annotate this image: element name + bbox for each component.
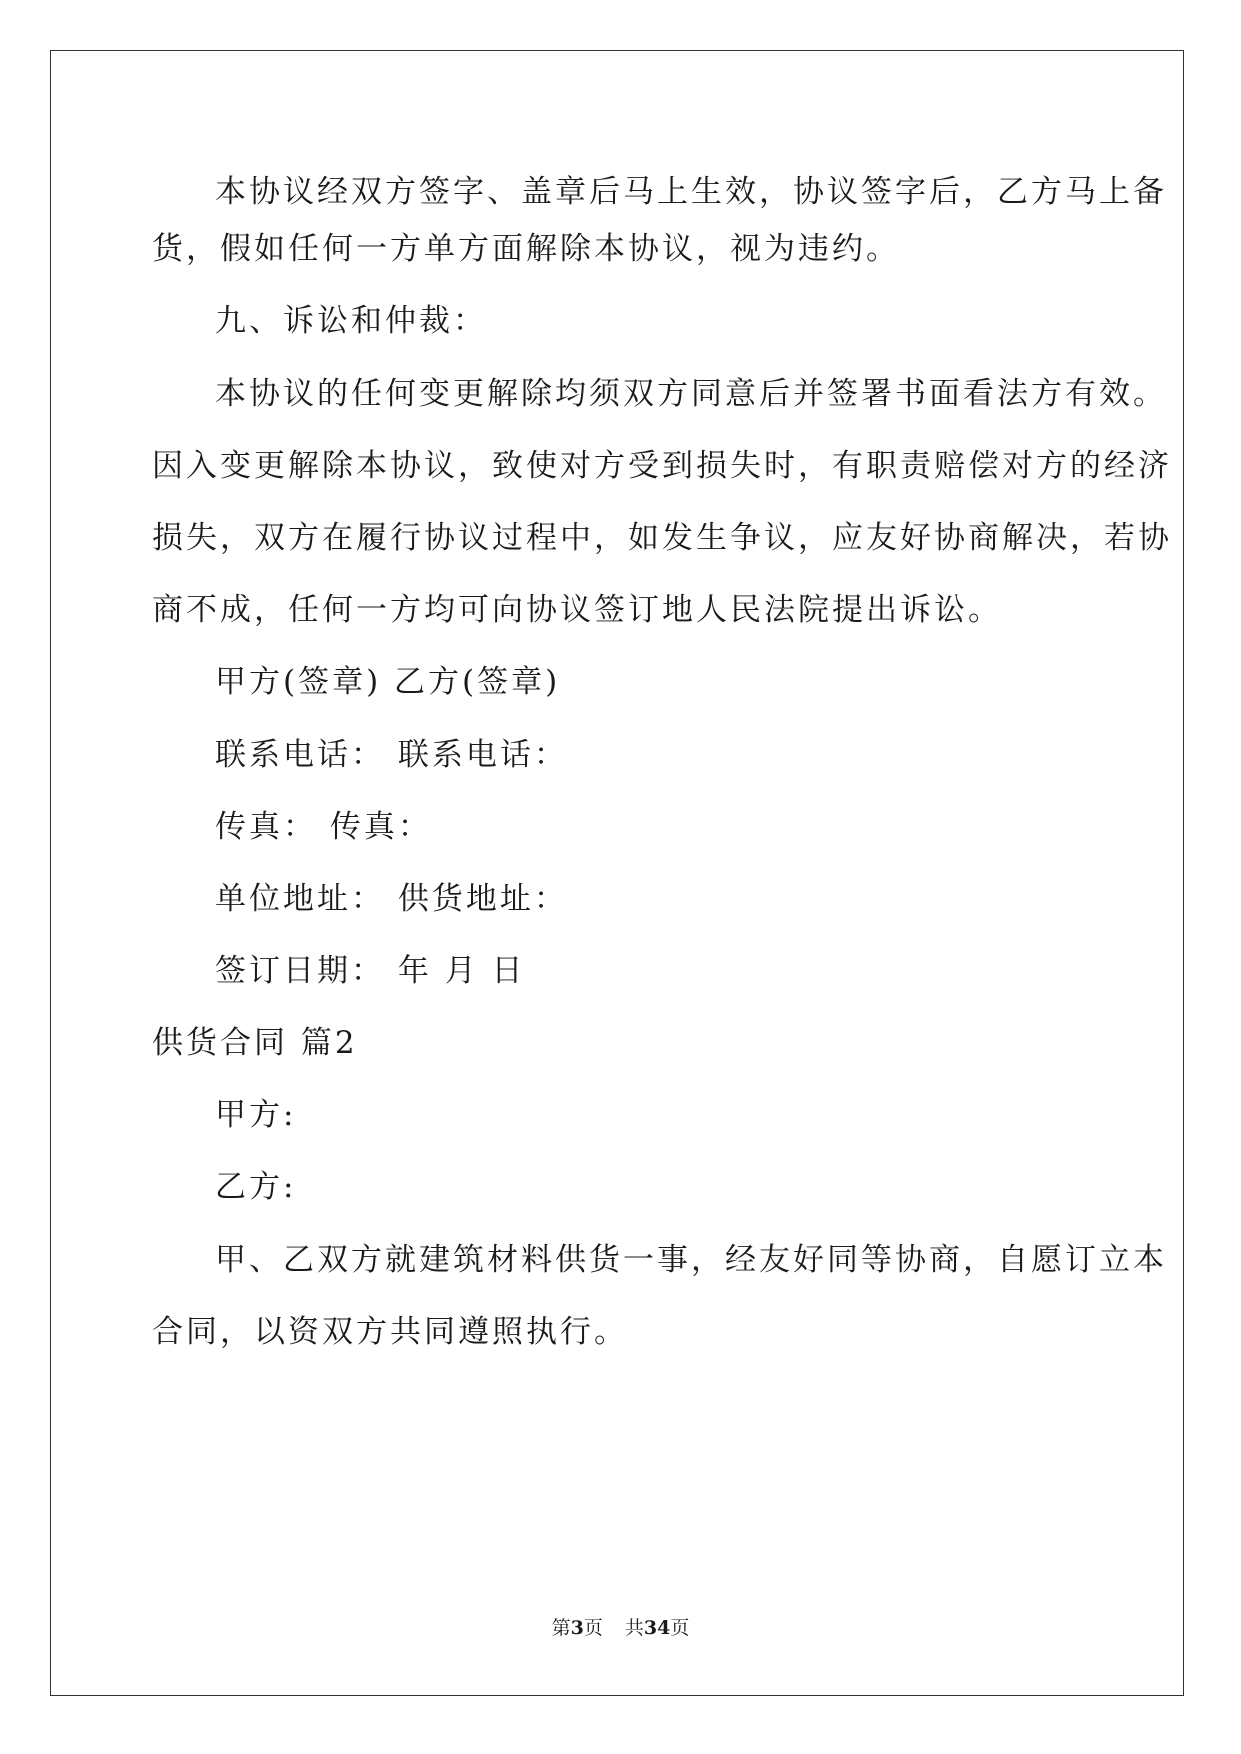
page-number: 3	[570, 1617, 584, 1639]
signing-date-line: 签订日期： 年 月 日	[215, 953, 526, 989]
signature-line: 甲方(签章) 乙方(签章)	[215, 664, 561, 700]
total-pages: 34	[643, 1617, 671, 1639]
page-footer	[0, 1616, 1241, 1640]
address-line: 单位地址： 供货地址：	[215, 881, 568, 917]
contact-phone-line: 联系电话： 联系电话：	[215, 737, 568, 773]
fax-line: 传真： 传真：	[215, 809, 432, 845]
paragraph-line: 因入变更解除本协议，致使对方受到损失时，有职责赔偿对方的经济	[152, 448, 1172, 484]
total-prefix: 共	[624, 1617, 644, 1639]
paragraph-line: 损失，双方在履行协议过程中，如发生争议，应友好协商解决，若协	[152, 520, 1172, 556]
section-heading: 九、诉讼和仲裁：	[215, 303, 487, 339]
contract-title: 供货合同 篇2	[152, 1025, 358, 1061]
paragraph-line: 本协议的任何变更解除均须双方同意后并签署书面看法方有效。	[215, 376, 1167, 412]
paragraph-line: 甲、乙双方就建筑材料供货一事，经友好同等协商，自愿订立本	[215, 1242, 1167, 1278]
total-suffix: 页	[670, 1617, 690, 1639]
party-a-line: 甲方:	[215, 1097, 297, 1133]
paragraph-line: 本协议经双方签字、盖章后马上生效，协议签字后，乙方马上备	[215, 174, 1167, 210]
paragraph-line: 合同，以资双方共同遵照执行。	[152, 1314, 628, 1350]
paragraph-line: 商不成，任何一方均可向协议签订地人民法院提出诉讼。	[152, 592, 1002, 628]
page-suffix: 页	[583, 1617, 603, 1639]
paragraph-line: 货，假如任何一方单方面解除本协议，视为违约。	[152, 231, 900, 267]
page-prefix: 第	[551, 1617, 571, 1639]
party-b-line: 乙方:	[215, 1169, 297, 1205]
page-border	[50, 50, 1184, 1696]
